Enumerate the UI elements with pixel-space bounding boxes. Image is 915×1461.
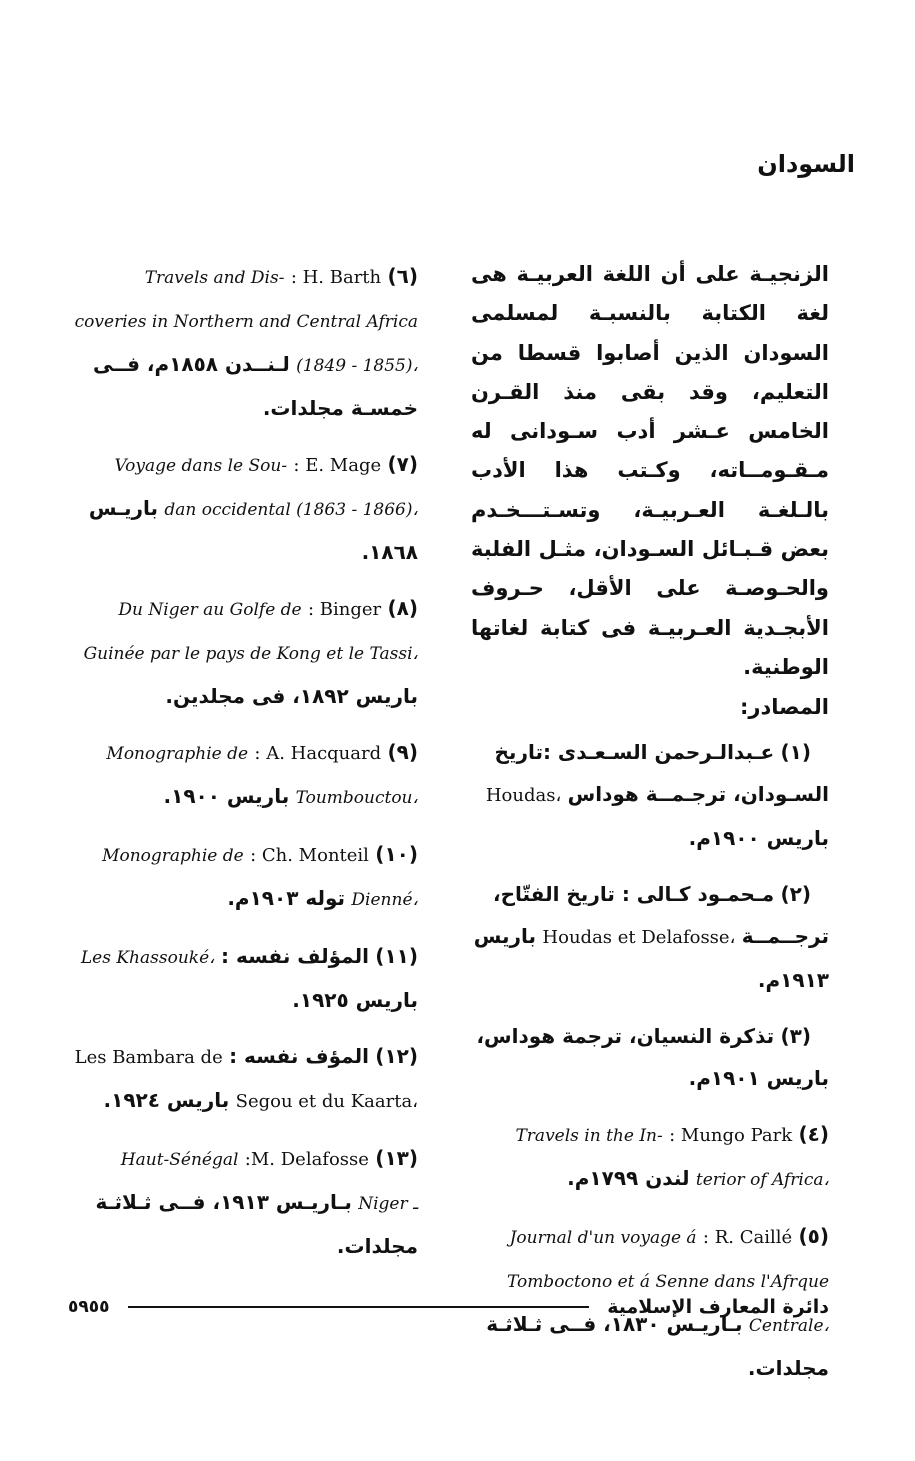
page-footer: [68, 1292, 829, 1322]
entry-text: ترجــمــة: [741, 924, 829, 949]
entry-title: Monographie de: [102, 846, 244, 866]
entry-imprint: باريس ١٩٢٥.: [292, 988, 418, 1012]
entry-author: : Ch. Monteil: [250, 845, 369, 866]
entry-number: (٩): [387, 740, 418, 764]
entry-imprint: لـنــدن ١٨٥٨م، فــى: [92, 352, 290, 376]
entry-title: Tomboctono et á Senne dans l'Afrque: [506, 1272, 829, 1293]
entry-text: مجلدات.: [747, 1356, 829, 1381]
entry-author: : Mungo Park: [669, 1125, 793, 1147]
entry-title: (1849 - 1855)،: [296, 356, 418, 376]
source-entry-11: [58, 935, 418, 1021]
entry-text: خمسـة مجلدات.: [262, 396, 418, 420]
source-entry-13: [58, 1137, 418, 1267]
entry-title: Les Bambara de: [74, 1047, 223, 1068]
entry-title: Travels in the In-: [515, 1126, 663, 1147]
entry-title: Dienné،: [351, 890, 418, 910]
running-head-title: السودان: [757, 150, 855, 178]
source-entry-9: [58, 731, 418, 819]
entry-text: باريس: [473, 924, 537, 949]
entry-number: (٥): [798, 1224, 829, 1249]
entry-number: (١٠): [375, 842, 418, 866]
entry-text: مجلدات.: [336, 1234, 418, 1258]
entry-imprint: باريس ١٩٠٠.: [163, 784, 290, 808]
source-entry-8: [58, 587, 418, 717]
entry-title: Haut-Sénégal: [120, 1150, 239, 1170]
entry-text: تذكرة النسيان، ترجمة هوداس،: [476, 1024, 775, 1049]
entry-author: : R. Caillé: [702, 1227, 793, 1249]
entry-number: (١٣): [375, 1146, 418, 1170]
source-entry-2: [471, 873, 829, 1001]
source-entry-3: [471, 1015, 829, 1099]
entry-french: Houdas et Delafosse،: [542, 927, 736, 949]
left-column: [58, 255, 418, 1281]
sources-heading: المصادر:: [739, 695, 829, 720]
entry-title: Du Niger au Golfe de: [118, 600, 302, 620]
source-entry-7: [58, 443, 418, 573]
source-entry-12: [58, 1035, 418, 1123]
entry-text: السـودان، ترجـمــة هوداس: [567, 782, 829, 807]
entry-title: Toumbouctou،: [295, 788, 418, 808]
source-entry-10: [58, 833, 418, 921]
entry-number: (٨): [387, 596, 418, 620]
entry-title: Les Khassouké،: [80, 948, 215, 968]
entry-imprint: بـاريـس ١٨٣٠، فــى ثـلاثـة: [486, 1312, 743, 1337]
entry-number: (٣): [780, 1024, 811, 1049]
entry-title: Voyage dans le Sou-: [114, 456, 288, 476]
entry-imprint: باريس ١٩٠٠م.: [688, 826, 829, 851]
entry-text: باريـس: [88, 496, 159, 520]
entry-imprint: لندن ١٧٩٩م.: [567, 1166, 690, 1191]
entry-author: المؤلف نفسه :: [220, 944, 369, 968]
entry-title: Segou et du Kaarta،: [235, 1091, 418, 1112]
source-entry-1: [471, 731, 829, 859]
encyclopedia-name: دائرة المعارف الإسلامية: [607, 1296, 829, 1318]
entry-imprint: باريس ١٨٩٢، فى مجلدين.: [165, 684, 418, 708]
source-entry-6: [58, 255, 418, 429]
entry-author: : H. Barth: [290, 267, 382, 288]
entry-title: Journal d'un voyage á: [509, 1228, 697, 1249]
entry-imprint: باريس ١٩٢٤.: [103, 1088, 230, 1112]
entry-author: المؤف نفسه :: [229, 1044, 369, 1068]
entry-number: (٢): [780, 882, 811, 907]
entry-number: (٦): [387, 264, 418, 288]
page-number: ٥٩٥٥: [68, 1297, 110, 1317]
source-entry-4: [471, 1113, 829, 1201]
entry-title: coveries in Northern and Central Africa: [74, 312, 418, 332]
entry-title: dan occidental (1863 - 1866)،: [164, 500, 418, 520]
entry-number: (٤): [798, 1122, 829, 1147]
entry-number: (١٢): [375, 1044, 418, 1068]
entry-title: Guinée par le pays de Kong et le Tassi،: [83, 644, 418, 664]
entry-imprint: توله ١٩٠٣م.: [227, 886, 346, 910]
entry-title: Centrale،: [748, 1316, 829, 1337]
entry-text: عـبدالـرحمن السـعـدى :تاريخ: [494, 740, 775, 765]
body-paragraph: الزنجيـة على أن اللغة العربيـة هى لغة الكتابة بالنسبـة لمسلمى السودان الذين أصابوا قسطا من التعليم، وقد بقى منذ القـرن الخامس عـشر أدب سـودانى له مـقـومــاته، وكـتب هذا الأدب بالـلغـة العـربيـة، وتسـتـــخـدم بعض قـبـائل السـودان، مثـل الفلبة والحـوصـة على الأقل، حـروف الأبجـدية العـربيـة فى كتابة لغاتها الوطنية.: [471, 262, 829, 679]
entry-title: Monographie de: [106, 744, 249, 764]
entry-french: Houdas،: [485, 785, 562, 807]
entry-imprint: ١٨٦٨.: [361, 540, 418, 564]
entry-imprint: بـاريـس ١٩١٣، فــى ثـلاثـة: [95, 1190, 352, 1214]
entry-imprint: ١٩١٣م.: [757, 968, 829, 993]
entry-number: (٧): [387, 452, 418, 476]
entry-number: (١١): [375, 944, 418, 968]
footer-rule: [128, 1306, 590, 1308]
entry-number: (١): [780, 740, 811, 765]
entry-author: : E. Mage: [293, 455, 382, 476]
entry-title: Niger ـ: [358, 1194, 418, 1214]
entry-author: : Binger: [307, 599, 382, 620]
entry-title: Travels and Dis-: [144, 268, 285, 288]
entry-text: مـحمـود كـالى : تاريخ الفتّاح،: [492, 882, 775, 907]
entry-author: : A. Hacquard: [254, 743, 382, 764]
entry-imprint: باريس ١٩٠١م.: [688, 1066, 829, 1091]
entry-author: :M. Delafosse: [244, 1149, 369, 1170]
right-column: [471, 255, 829, 1403]
entry-title: terior of Africa،: [695, 1170, 829, 1191]
